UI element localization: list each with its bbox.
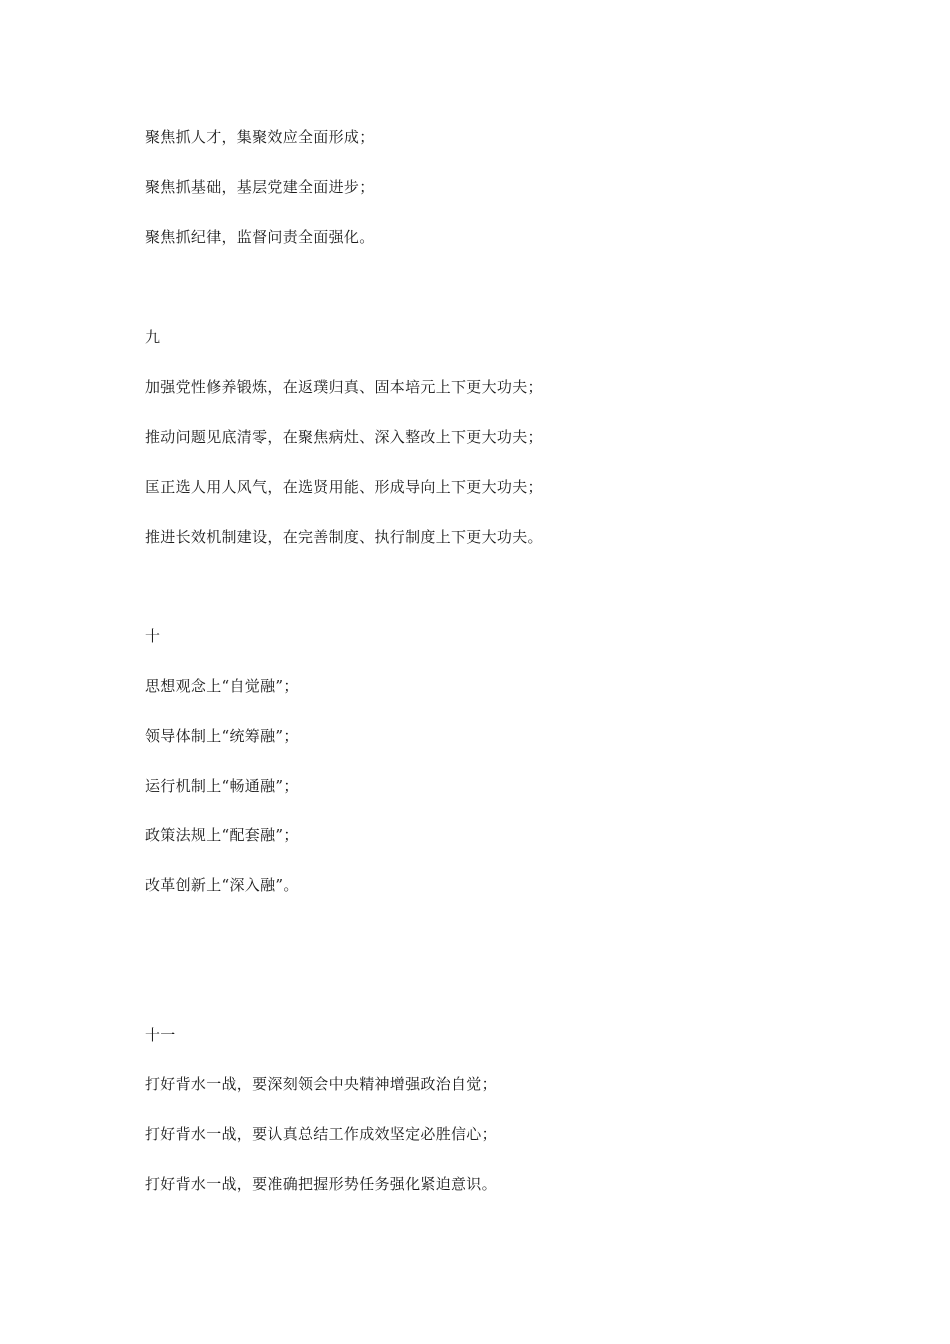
paragraph-line: 聚焦抓纪律，监督问责全面强化。 — [145, 228, 375, 246]
paragraph-line: 聚焦抓人才，集聚效应全面形成； — [145, 128, 375, 146]
paragraph-line: 打好背水一战，要认真总结工作成效坚定必胜信心； — [145, 1125, 497, 1143]
section-number: 九 — [145, 328, 161, 346]
paragraph-line: 加强党性修养锻炼，在返璞归真、固本培元上下更大功夫； — [145, 378, 543, 396]
paragraph-line: 运行机制上“畅通融”； — [145, 777, 299, 795]
section-number: 十 — [145, 627, 161, 645]
paragraph-line: 打好背水一战，要准确把握形势任务强化紧迫意识。 — [145, 1175, 497, 1193]
paragraph-line: 改革创新上“深入融”。 — [145, 876, 299, 894]
paragraph-line: 推动问题见底清零，在聚焦病灶、深入整改上下更大功夫； — [145, 428, 543, 446]
paragraph-line: 聚焦抓基础，基层党建全面进步； — [145, 178, 375, 196]
paragraph-line: 打好背水一战，要深刻领会中央精神增强政治自觉； — [145, 1075, 497, 1093]
paragraph-line: 思想观念上“自觉融”； — [145, 677, 299, 695]
paragraph-line: 政策法规上“配套融”； — [145, 826, 299, 844]
paragraph-line: 匡正选人用人风气，在选贤用能、形成导向上下更大功夫； — [145, 478, 543, 496]
paragraph-line: 领导体制上“统筹融”； — [145, 727, 299, 745]
section-number: 十一 — [145, 1026, 176, 1044]
paragraph-line: 推进长效机制建设，在完善制度、执行制度上下更大功夫。 — [145, 528, 543, 546]
